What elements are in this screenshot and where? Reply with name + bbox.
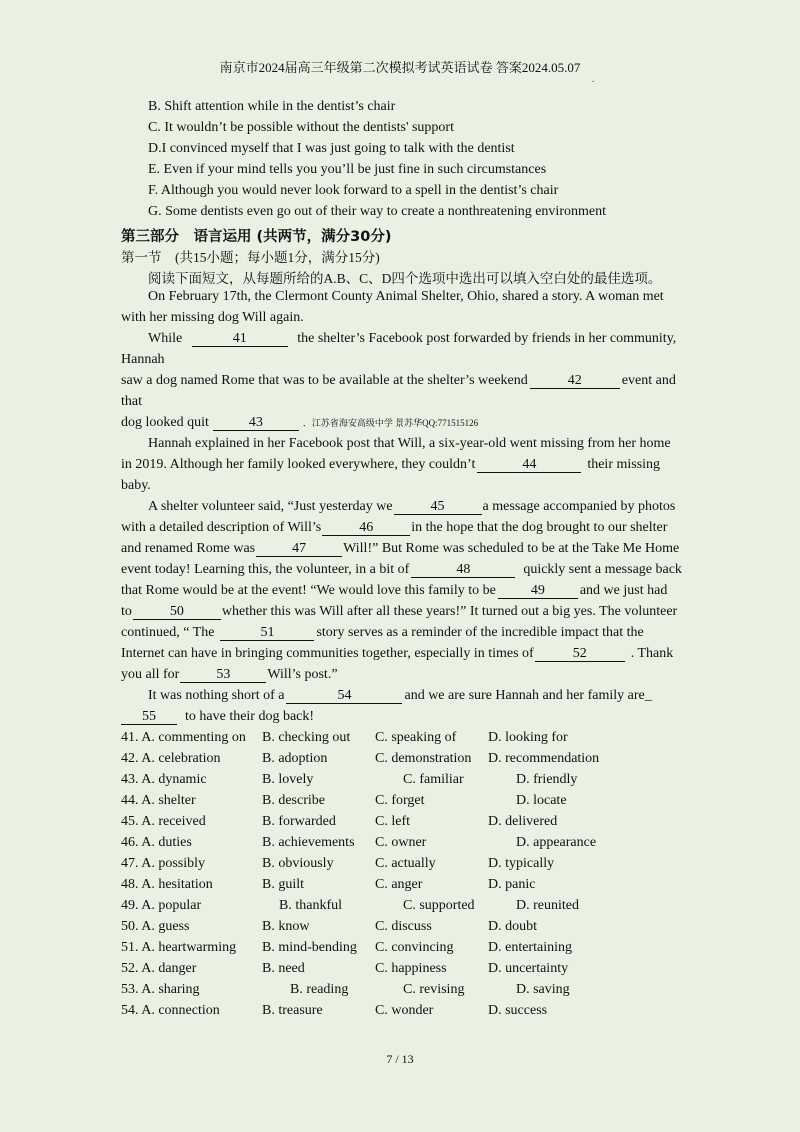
question-43-c: C. familiar bbox=[403, 772, 464, 787]
passage-line: saw a dog named Rome that was to be available at the shelter’s weekend 42 event and bbox=[121, 373, 676, 388]
question-50-b: B. know bbox=[262, 919, 310, 934]
blank-47: 47 bbox=[256, 542, 342, 557]
question-42-b: B. adoption bbox=[262, 751, 328, 766]
prev-option-g: G. Some dentists even go out of their way to create a nonthreatening environment bbox=[148, 204, 606, 219]
passage-line: Hannah bbox=[121, 352, 165, 367]
question-48-a: 48. A. hesitation bbox=[121, 877, 213, 892]
prev-option-d: D.I convinced myself that I was just going to talk with the dentist bbox=[148, 141, 515, 156]
passage-line: On February 17th, the Clermont County Animal Shelter, Ohio, shared a story. A woman met bbox=[148, 289, 664, 304]
passage-line: continued, “ The 51 story serves as a reminder of the incredible impact that the bbox=[121, 625, 644, 640]
question-54-a: 54. A. connection bbox=[121, 1003, 220, 1018]
passage-line: event today! Learning this, the volunteer, in a bit of 48 quickly sent a message back bbox=[121, 562, 682, 577]
question-45-b: B. forwarded bbox=[262, 814, 336, 829]
section-instruction: 阅读下面短文，从每题所给的A.B、C、D四个选项中选出可以填入空白处的最佳选项。 bbox=[148, 271, 662, 286]
question-54-b: B. treasure bbox=[262, 1003, 323, 1018]
question-45-c: C. left bbox=[375, 814, 410, 829]
question-41-a: 41. A. commenting on bbox=[121, 730, 246, 745]
question-48-c: C. anger bbox=[375, 877, 423, 892]
blank-42: 42 bbox=[530, 374, 620, 389]
question-45-d: D. delivered bbox=[488, 814, 558, 829]
question-44-d: D. locate bbox=[516, 793, 567, 808]
prev-option-e: E. Even if your mind tells you you’ll be just fine in such circumstances bbox=[148, 162, 547, 177]
page-number: 7 / 13 bbox=[386, 1052, 414, 1066]
question-47-c: C. actually bbox=[375, 856, 436, 871]
header-mark: . bbox=[592, 74, 595, 84]
question-49-c: C. supported bbox=[403, 898, 475, 913]
blank-48: 48 bbox=[411, 563, 515, 578]
blank-45: 45 bbox=[394, 500, 482, 515]
question-48-b: B. guilt bbox=[262, 877, 305, 892]
question-52-d: D. uncertainty bbox=[488, 961, 569, 976]
question-41-c: C. speaking of bbox=[375, 730, 457, 745]
question-47-b: B. obviously bbox=[262, 856, 334, 871]
section-title: 第三部分 语言运用 (共两节，满分30分) bbox=[121, 229, 392, 245]
blank-43: 43 bbox=[213, 416, 299, 431]
blank-51: 51 bbox=[220, 626, 314, 641]
question-46-c: C. owner bbox=[375, 835, 427, 850]
passage-line: to 50 whether this was Will after all these years!” It turned out a big yes. The volunteer bbox=[121, 604, 678, 619]
passage-line: with a detailed description of Will’s 46 in the hope that the dog brought to our shelter bbox=[121, 520, 668, 535]
passage-line: in 2019. Although her family looked everywhere, they couldn’t 44 their missing bbox=[121, 457, 661, 472]
question-50-d: D. doubt bbox=[488, 919, 537, 934]
question-42-a: 42. A. celebration bbox=[121, 751, 221, 766]
passage-line: with her missing dog Will again. bbox=[121, 310, 304, 325]
question-51-b: B. mind-bending bbox=[262, 940, 357, 955]
question-51-d: D. entertaining bbox=[488, 940, 572, 955]
blank-46: 46 bbox=[322, 521, 410, 536]
question-52-b: B. need bbox=[262, 961, 305, 976]
question-41-b: B. checking out bbox=[262, 730, 351, 745]
page-header: 南京市2024届高三年级第二次模拟考试英语试卷 答案2024.05.07 bbox=[219, 60, 581, 75]
question-53-b: B. reading bbox=[290, 982, 349, 997]
passage-line: A shelter volunteer said, “Just yesterday we 45 a message accompanied by photos bbox=[148, 499, 676, 514]
blank-52: 52 bbox=[535, 647, 625, 662]
question-43-b: B. lovely bbox=[262, 772, 314, 787]
question-51-c: C. convincing bbox=[375, 940, 454, 955]
question-49-d: D. reunited bbox=[516, 898, 579, 913]
question-51-a: 51. A. heartwarming bbox=[121, 940, 237, 955]
prev-option-c: C. It wouldn’t be possible without the dentists' support bbox=[148, 120, 454, 135]
question-41-d: D. looking for bbox=[488, 730, 568, 745]
question-53-c: C. revising bbox=[403, 982, 465, 997]
question-50-a: 50. A. guess bbox=[121, 919, 190, 934]
passage-line: Internet can have in bringing communities together, especially in times of 52 . Thank bbox=[121, 646, 674, 661]
question-52-c: C. happiness bbox=[375, 961, 447, 976]
passage-line: Hannah explained in her Facebook post that Will, a six-year-old went missing from her home bbox=[148, 436, 671, 451]
passage-line: dog looked quit 43 ．江苏省海安高级中学 景苏华QQ:771515126 bbox=[121, 415, 479, 430]
question-54-d: D. success bbox=[488, 1003, 548, 1018]
question-45-a: 45. A. received bbox=[121, 814, 206, 829]
prev-option-b: B. Shift attention while in the dentist’s chair bbox=[148, 99, 396, 114]
passage-line: baby. bbox=[121, 478, 151, 493]
question-49-a: 49. A. popular bbox=[121, 898, 202, 913]
question-54-c: C. wonder bbox=[375, 1003, 434, 1018]
question-44-a: 44. A. shelter bbox=[121, 793, 196, 808]
prev-option-f: F. Although you would never look forward to a spell in the dentist’s chair bbox=[148, 183, 559, 198]
question-42-c: C. demonstration bbox=[375, 751, 472, 766]
passage-line: It was nothing short of a 54 and we are sure Hannah and her family are_ bbox=[148, 688, 652, 703]
question-52-a: 52. A. danger bbox=[121, 961, 197, 976]
question-47-a: 47. A. possibly bbox=[121, 856, 206, 871]
question-53-a: 53. A. sharing bbox=[121, 982, 200, 997]
question-43-a: 43. A. dynamic bbox=[121, 772, 207, 787]
passage-line: you all for 53 Will’s post.” bbox=[121, 667, 338, 682]
question-47-d: D. typically bbox=[488, 856, 555, 871]
passage-line: 55 to have their dog back! bbox=[121, 709, 314, 725]
blank-44: 44 bbox=[477, 458, 581, 473]
question-46-d: D. appearance bbox=[516, 835, 597, 850]
question-43-d: D. friendly bbox=[516, 772, 578, 787]
question-50-c: C. discuss bbox=[375, 919, 432, 934]
question-53-d: D. saving bbox=[516, 982, 570, 997]
passage-line: and renamed Rome was 47 Will!” But Rome was scheduled to be at the Take Me Home bbox=[121, 541, 680, 556]
passage-line: that bbox=[121, 394, 142, 409]
source-note: ．江苏省海安高级中学 景苏华QQ:771515126 bbox=[302, 418, 479, 428]
passage-line: that Rome would be at the event! “We would love this family to be 49 and we just had bbox=[121, 583, 668, 598]
blank-54: 54 bbox=[286, 689, 402, 704]
question-42-d: D. recommendation bbox=[488, 751, 600, 766]
question-44-b: B. describe bbox=[262, 793, 325, 808]
question-44-c: C. forget bbox=[375, 793, 425, 808]
question-48-d: D. panic bbox=[488, 877, 536, 892]
blank-49: 49 bbox=[498, 584, 578, 599]
blank-53: 53 bbox=[180, 668, 266, 683]
question-49-b: B. thankful bbox=[279, 898, 342, 913]
blank-55: 55 bbox=[121, 710, 177, 725]
blank-41: 41 bbox=[192, 332, 288, 347]
blank-50: 50 bbox=[133, 605, 221, 620]
question-46-b: B. achievements bbox=[262, 835, 355, 850]
passage-line: While 41 the shelter’s Facebook post forwarded by friends in her community, bbox=[148, 331, 677, 346]
section-subtitle: 第一节 (共15小题；每小题1分，满分15分) bbox=[121, 250, 380, 265]
question-46-a: 46. A. duties bbox=[121, 835, 192, 850]
